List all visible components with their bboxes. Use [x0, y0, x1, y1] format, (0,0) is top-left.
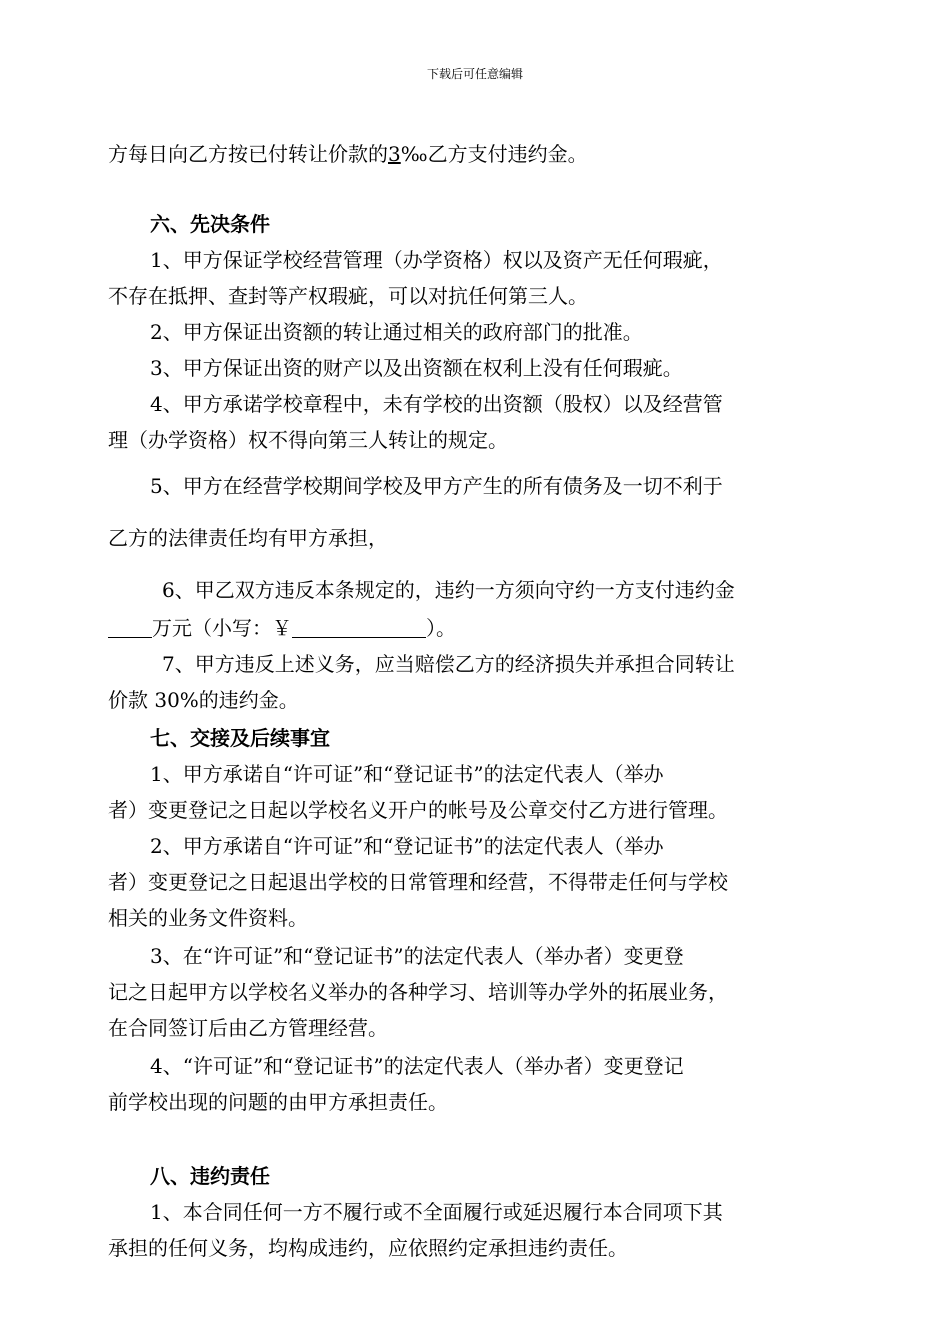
section-7-title: 七、交接及后续事宜: [150, 726, 330, 750]
amount-text: 万元（小写：￥: [152, 616, 292, 640]
s7-p4-line1: 4、“许可证”和“登记证书”的法定代表人（举办者）变更登记: [150, 1054, 684, 1078]
s6-p5-line1: 5、甲方在经营学校期间学校及甲方产生的所有债务及一切不利于: [150, 474, 723, 498]
intro-text: 方每日向乙方按已付转让价款的: [108, 142, 388, 166]
s6-p7-line1: 7、甲方违反上述义务，应当赔偿乙方的经济损失并承担合同转让: [162, 652, 735, 676]
s6-p7-line2: 价款 30%的违约金。: [108, 688, 299, 712]
intro-text-end: ‰乙方支付违约金。: [400, 142, 588, 166]
s6-p6-line1: 6、甲乙双方违反本条规定的，违约一方须向守约一方支付违约金: [162, 578, 735, 602]
s7-p2-line1: 2、甲方承诺自“许可证”和“登记证书”的法定代表人（举办: [150, 834, 664, 858]
section-6-title: 六、先决条件: [150, 212, 270, 236]
s8-p1-line1: 1、本合同任何一方不履行或不全面履行或延迟履行本合同项下其: [150, 1200, 723, 1224]
s7-p4-line2: 前学校出现的问题的由甲方承担责任。: [108, 1090, 448, 1114]
penalty-rate: 3: [388, 142, 401, 166]
s8-p1-line2: 承担的任何义务，均构成违约，应依照约定承担违约责任。: [108, 1236, 628, 1260]
s6-p4-line1: 4、甲方承诺学校章程中，未有学校的出资额（股权）以及经营管: [150, 392, 723, 416]
amount-figure-blank: [292, 617, 426, 638]
s6-p5-line2: 乙方的法律责任均有甲方承担，: [108, 526, 388, 550]
s6-p6-line2: [108, 614, 808, 642]
s7-p2-line2: 者）变更登记之日起退出学校的日常管理和经营，不得带走任何与学校: [108, 870, 728, 894]
s7-p1-line1: 1、甲方承诺自“许可证”和“登记证书”的法定代表人（举办: [150, 762, 664, 786]
s6-p4-line2: 理（办学资格）权不得向第三人转让的规定。: [108, 428, 508, 452]
s7-p1-line2: 者）变更登记之日起以学校名义开户的帐号及公章交付乙方进行管理。: [108, 798, 728, 822]
s7-p3-line3: 在合同签订后由乙方管理经营。: [108, 1016, 388, 1040]
section-8-title: 八、违约责任: [150, 1164, 270, 1188]
page-header: 下载后可任意编辑: [426, 67, 523, 81]
s6-p3: 3、甲方保证出资的财产以及出资额在权利上没有任何瑕疵。: [150, 356, 683, 380]
s7-p3-line1: 3、在“许可证”和“登记证书”的法定代表人（举办者）变更登: [150, 944, 684, 968]
amount-blank: [108, 617, 152, 638]
s6-p1-line1: 1、甲方保证学校经营管理（办学资格）权以及资产无任何瑕疵，: [150, 248, 723, 272]
intro-line: [108, 140, 808, 168]
s6-p2: 2、甲方保证出资额的转让通过相关的政府部门的批准。: [150, 320, 643, 344]
s7-p2-line3: 相关的业务文件资料。: [108, 906, 308, 930]
s6-p1-line2: 不存在抵押、查封等产权瑕疵，可以对抗任何第三人。: [108, 284, 588, 308]
s7-p3-line2: 记之日起甲方以学校名义举办的各种学习、培训等办学外的拓展业务，: [108, 980, 728, 1004]
amount-close: ）。: [426, 616, 456, 640]
